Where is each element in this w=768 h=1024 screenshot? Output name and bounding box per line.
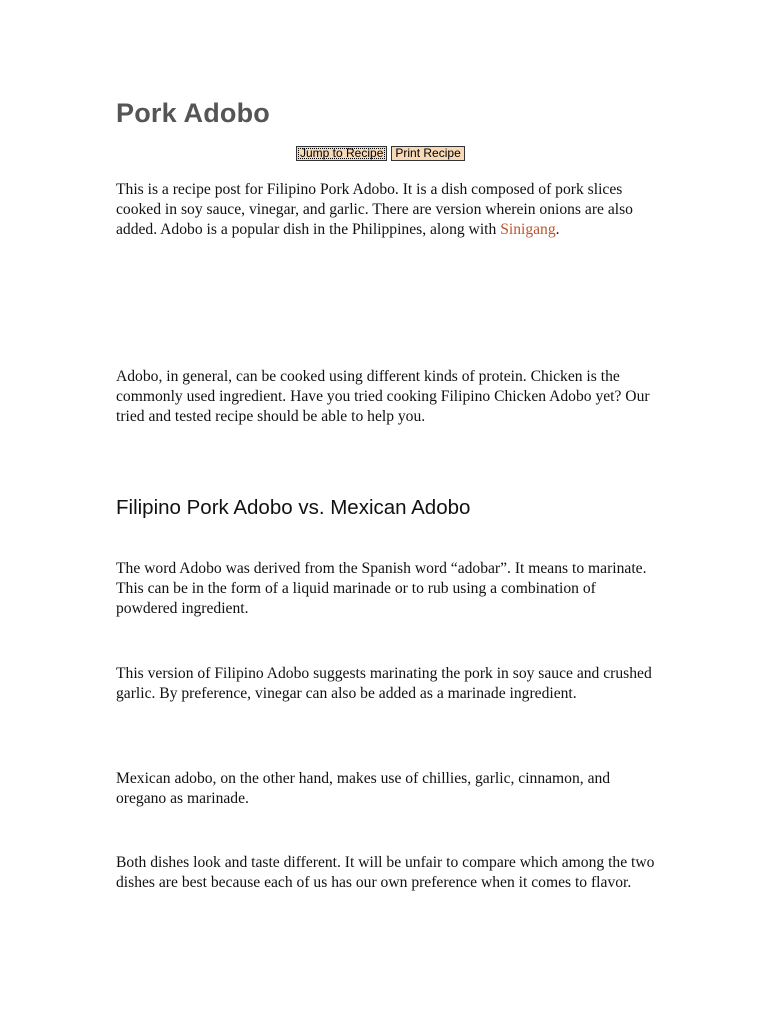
intro-paragraph (116, 180, 656, 240)
adobar-paragraph: The word Adobo was derived from the Spanish word “adobar”. It means to marinate. This can be in the form of a liquid marinade or to rub using a combination of powdered ingredient. (116, 560, 647, 617)
sinigang-link[interactable]: Sinigang (500, 221, 556, 238)
intro-text-end: . (555, 221, 560, 238)
section-heading: Filipino Pork Adobo vs. Mexican Adobo (116, 496, 471, 519)
jump-to-recipe-button[interactable]: Jump to Recipe (296, 146, 387, 161)
print-recipe-button[interactable]: Print Recipe (391, 146, 464, 161)
filipino-marinade-paragraph: This version of Filipino Adobo suggests marinating the pork in soy sauce and crushed garlic. By preference, vinegar can also be added as a marinade ingredient. (116, 665, 652, 702)
intro-text: This is a recipe post for Filipino Pork Adobo. It is a dish composed of pork slices cooked in soy sauce, vinegar, and garlic. There are version wherein onions are also added. Adobo is a popular dish in the Philippines, along with (116, 181, 633, 238)
protein-paragraph: Adobo, in general, can be cooked using different kinds of protein. Chicken is the commonly used ingredient. Have you tried cooking Filipino Chicken Adobo yet? Our tried and tested recipe should be able to help you. (116, 368, 650, 425)
mexican-adobo-paragraph: Mexican adobo, on the other hand, makes use of chillies, garlic, cinnamon, and oregano as marinade. (116, 770, 611, 807)
page-title: Pork Adobo (116, 98, 270, 128)
recipe-button-row (296, 146, 465, 161)
comparison-paragraph: Both dishes look and taste different. It will be unfair to compare which among the two dishes are best because each of us has our own preference when it comes to flavor. (116, 854, 655, 891)
